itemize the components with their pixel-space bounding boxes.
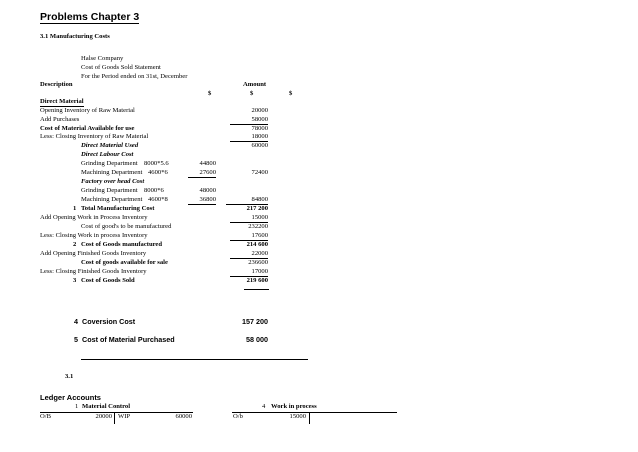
machining-oh-label: Machining Department	[81, 196, 143, 203]
mc-credit-value: 60000	[175, 413, 192, 420]
direct-labour-total: 72400	[251, 169, 268, 176]
direct-material-heading: Direct Material	[40, 98, 84, 105]
closing-wip-label: Less: Closing Work in process Inventory	[40, 232, 148, 239]
machining-dl-calc: 4600*6	[148, 169, 168, 176]
amount-header: Amount	[243, 81, 267, 88]
page-title: Problems Chapter 3	[40, 11, 140, 23]
statement-name: Cost of Goods Sold Statement	[81, 64, 161, 71]
wip-rule	[232, 412, 397, 413]
material-control-divider	[114, 412, 115, 424]
cogm-to-be-label: Cost of good's to be manufactured	[81, 223, 172, 230]
machining-dl-value: 27600	[188, 170, 216, 178]
closing-wip-value: 17600	[230, 233, 268, 241]
cogs-number: 3	[73, 277, 77, 284]
opening-raw-value: 20000	[251, 107, 268, 114]
cost-available-value: 78000	[251, 125, 268, 132]
wip-debit-label: O/b	[233, 413, 243, 420]
cogm-label: Cost of Goods manufactured	[81, 241, 163, 248]
mc-debit-value: 20000	[95, 413, 112, 420]
cogs-label: Cost of Goods Sold	[81, 277, 135, 284]
material-control-rule	[40, 412, 193, 413]
closing-fg-label: Less: Closing Finished Goods Inventory	[40, 268, 147, 275]
grinding-dl-label: Grinding Department	[81, 160, 138, 167]
cogs-value: 219 600	[246, 277, 268, 284]
grinding-dl-value: 44800	[199, 160, 216, 167]
purchases-value: 58000	[230, 117, 268, 125]
factory-overhead-total: 84800	[226, 197, 268, 205]
section-marker: 3.1	[65, 373, 74, 380]
wip-debit-value: 15000	[289, 413, 306, 420]
wip-title: Work in process	[271, 403, 317, 410]
section-heading: 3.1 Manufacturing Costs	[40, 33, 110, 40]
grinding-oh-value: 48000	[199, 187, 216, 194]
machining-oh-value: 36800	[188, 197, 216, 205]
cogm-value: 214 600	[246, 241, 268, 248]
cogafs-label: Cost of goods available for sale	[81, 259, 168, 266]
factory-overhead-heading: Factory over head Cost	[81, 178, 145, 185]
machining-dl-label: Machining Department	[81, 169, 143, 176]
conversion-label: Coversion Cost	[82, 317, 136, 326]
opening-wip-label: Add Opening Work in Process Inventory	[40, 214, 148, 221]
ledger-title: Ledger Accounts	[40, 393, 101, 402]
closing-fg-value: 17000	[230, 269, 268, 277]
closing-raw-value: 18000	[230, 134, 268, 142]
opening-fg-value: 22000	[230, 251, 268, 259]
material-control-title: Material Control	[82, 403, 131, 410]
cogm-to-be-value: 232200	[248, 223, 268, 230]
mc-credit-label: WIP	[118, 413, 131, 420]
mc-debit-label: O/B	[40, 413, 51, 420]
material-purchased-value: 58 000	[246, 335, 268, 344]
material-purchased-number: 5	[74, 335, 78, 344]
closing-raw-label: Less: Closing Inventory of Raw Material	[40, 133, 149, 140]
tmc-value: 217 200	[246, 205, 268, 212]
company-name: Halse Company	[81, 55, 124, 62]
section-divider	[81, 359, 308, 360]
statement-period: For the Period ended on 31st, December	[81, 73, 188, 80]
currency-header-3: $	[289, 90, 293, 97]
material-control-number: 1	[75, 403, 79, 410]
direct-labour-heading: Direct Labour Cost	[81, 151, 134, 158]
opening-raw-label: Opening Inventory of Raw Material	[40, 107, 135, 114]
grinding-dl-calc: 8000*5.6	[144, 160, 169, 167]
dm-used-label: Direct Material Used	[81, 142, 139, 149]
description-header: Description	[40, 81, 73, 88]
conversion-value: 157 200	[242, 317, 268, 326]
conversion-number: 4	[74, 317, 78, 326]
opening-fg-label: Add Opening Finished Goods Inventory	[40, 250, 147, 257]
purchases-label: Add Purchases	[40, 116, 80, 123]
cogs-double-underline	[244, 289, 269, 290]
currency-header-2: $	[250, 90, 254, 97]
grinding-oh-calc: 8000*6	[144, 187, 164, 194]
currency-header-1: $	[208, 90, 212, 97]
wip-divider	[309, 412, 310, 424]
dm-used-value: 60000	[251, 142, 268, 149]
opening-wip-value: 15000	[230, 215, 268, 223]
wip-number: 4	[262, 403, 266, 410]
material-purchased-label: Cost of Material Purchased	[82, 335, 175, 344]
cogafs-value: 236600	[248, 259, 268, 266]
machining-oh-calc: 4600*8	[148, 196, 168, 203]
tmc-label: Total Manufacturing Cost	[81, 205, 155, 212]
grinding-oh-label: Grinding Department	[81, 187, 138, 194]
tmc-number: 1	[73, 205, 77, 212]
cost-available-label: Cost of Material Available for use	[40, 125, 135, 132]
cogm-number: 2	[73, 241, 77, 248]
